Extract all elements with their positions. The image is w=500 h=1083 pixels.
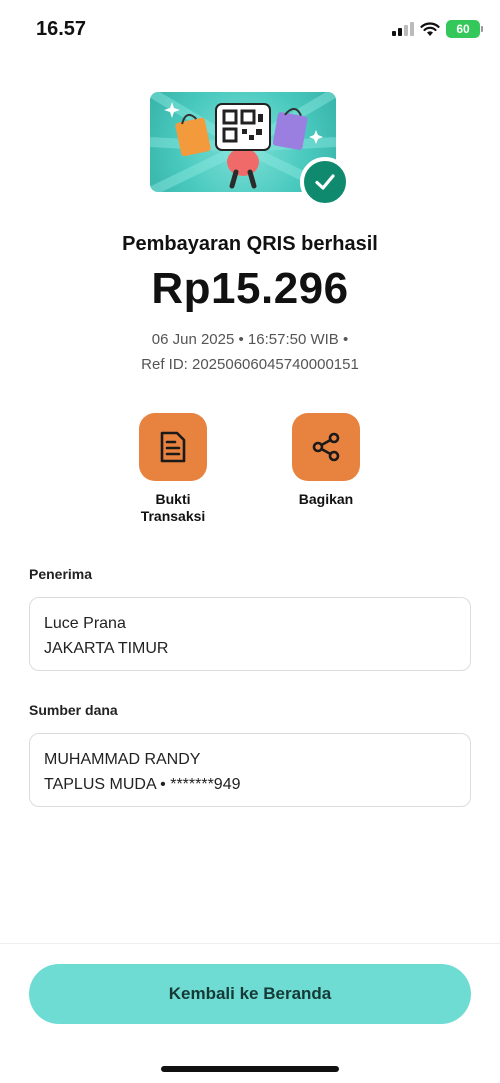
recipient-label: Penerima bbox=[29, 566, 93, 582]
payment-status-title: Pembayaran QRIS berhasil bbox=[122, 233, 378, 255]
receipt-button[interactable] bbox=[139, 413, 207, 481]
payment-success-illustration bbox=[150, 92, 336, 192]
success-check-icon bbox=[300, 157, 350, 207]
back-to-home-button[interactable]: Kembali ke Beranda bbox=[29, 964, 471, 1024]
receipt-label: Bukti Transaksi bbox=[140, 491, 206, 524]
wifi-icon bbox=[420, 22, 440, 37]
share-button[interactable] bbox=[292, 413, 360, 481]
share-label: Bagikan bbox=[298, 491, 354, 507]
share-action[interactable] bbox=[266, 413, 386, 508]
payment-amount: Rp15.296 bbox=[151, 264, 349, 313]
battery-icon bbox=[446, 20, 480, 38]
recipient-card bbox=[29, 597, 471, 671]
status-time: 16.57 bbox=[36, 18, 87, 40]
recipient-name: Luce Prana bbox=[44, 615, 126, 632]
source-name: MUHAMMAD RANDY bbox=[44, 751, 201, 768]
home-indicator bbox=[161, 1066, 339, 1072]
receipt-action[interactable] bbox=[113, 413, 233, 525]
battery-level: 60 bbox=[456, 22, 470, 36]
source-label: Sumber dana bbox=[29, 702, 118, 718]
source-card bbox=[29, 733, 471, 807]
source-account: TAPLUS MUDA • *******949 bbox=[44, 776, 241, 793]
cellular-signal-icon bbox=[392, 22, 414, 36]
status-bar bbox=[0, 0, 500, 60]
transaction-datetime: 06 Jun 2025 • 16:57:50 WIB • bbox=[151, 331, 349, 348]
status-icons bbox=[392, 20, 480, 38]
receipt-icon bbox=[159, 431, 187, 463]
reference-id: Ref ID: 20250606045740000151 bbox=[141, 356, 359, 373]
share-icon bbox=[310, 431, 342, 463]
recipient-location: JAKARTA TIMUR bbox=[44, 640, 169, 657]
